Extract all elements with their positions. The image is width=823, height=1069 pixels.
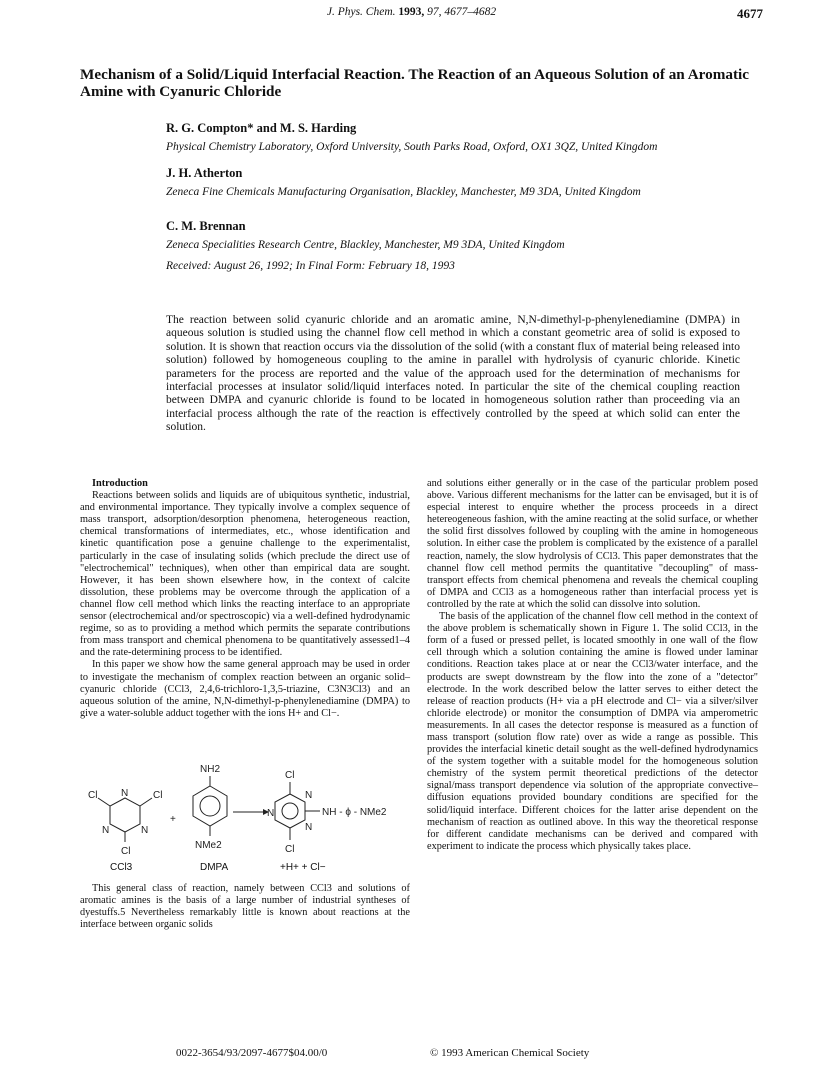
running-header bbox=[0, 6, 823, 18]
right-paragraph-2: The basis of the application of the channel flow cell method in the context of the above problem is schematically shown in Figure 1. The solid CCl3, in the form of a fused or pressed pellet, is located smoothly in one wall of the flow cell through which a solution containing the amine is flowed under laminar conditions. Reaction takes place at or near the CCl3/water interface, and the products are swept downstream by the flow into the zone of a "detector" electrode. In the work described below the latter serves to either detect the release of reaction products (H+ via a pH electrode and Cl− via a silver/silver chloride electrode) or monitor the consumption of DMPA via amperometric measurements. In all cases the detector response is measured as a function of mass transport (solution flow rate) over as wide a range as possible. This provides the interfacial kinetic detail sought as the well-defined hydrodynamics of the system together with a suitable model for the homogeneous solution chemistry of the system permit theoretical predictions of the detector signal/mass transport dependence via solution of the appropriate convective–diffusion equations provided boundary conditions are specified for the solid/liquid interface. Different choices for the latter arise dependent on the mechanism of reaction as outlined above. In this way the theoretical response for different candidate mechanisms can be derived and compared with experiment to indicate the process which physically takes place. bbox=[427, 611, 758, 852]
scheme-labels bbox=[80, 862, 410, 876]
intro-paragraph-2: In this paper we show how the same general approach may be used in order to investigate the mechanism of complex reaction between an organic solid–cyanuric chloride (CCl3, 2,4,6-trichloro-1,3,5-triazine, C3N3Cl3) and an aqueous solution of the amine, N,N-dimethyl-p-phenylenediamine (DMPA) to give a water-soluble adduct together with the ions H+ and Cl−. bbox=[80, 659, 410, 719]
left-column bbox=[80, 478, 410, 720]
right-column bbox=[427, 478, 758, 853]
cl-bottom: Cl bbox=[121, 846, 131, 857]
footer-code: 0022-3654/93/2097-4677$04.00/0 bbox=[176, 1047, 328, 1059]
nme2-label: NMe2 bbox=[195, 840, 222, 851]
label-ccl3: CCl3 bbox=[110, 862, 133, 873]
cl-top-right: Cl bbox=[153, 790, 163, 801]
reaction-scheme bbox=[80, 760, 410, 860]
journal-year: 1993, bbox=[398, 6, 425, 18]
product-substituent: NH - ϕ - NMe2 bbox=[322, 807, 387, 818]
label-dmpa: DMPA bbox=[200, 862, 229, 873]
abstract: The reaction between solid cyanuric chloride and an aromatic amine, N,N-dimethyl-p-phenylenediamine (DMPA) in aqueous solution is studied using the channel flow cell method in which a constant geometric area of solid is exposed to solution. It is shown that reaction occurs via the dissolution of the solid (with a constant flux of material being released into solution) followed by homogeneous coupling to the amine in parallel with hydrolysis of cyanuric chloride. Kinetic parameters for the process are reported and the value of the approach used for the determination of mechanisms for interfacial processes at insulator solid/liquid interfaces noted. In particular the site of the chemical coupling reaction between DMPA and cyanuric chloride is found to be located in homogeneous solution rather than proceeding via an interfacial process although the rate of the reaction is effectively controlled by the speed at which solid can enter the solution. bbox=[166, 314, 740, 434]
plus-sign: + bbox=[170, 814, 176, 825]
product-n-bottom: N bbox=[305, 822, 313, 833]
affiliation-1: Physical Chemistry Laboratory, Oxford University, South Parks Road, Oxford, OX1 3QZ, United Kingdom bbox=[166, 141, 658, 153]
journal-pages: 4677–4682 bbox=[444, 6, 497, 18]
benzene-ring bbox=[193, 786, 227, 826]
product-cl-bottom: Cl bbox=[285, 844, 295, 855]
affiliation-3: Zeneca Specialities Research Centre, Blackley, Manchester, M9 3DA, United Kingdom bbox=[166, 239, 565, 251]
footer-copyright: © 1993 American Chemical Society bbox=[430, 1047, 590, 1059]
product-ring bbox=[275, 794, 305, 828]
product-cl-top: Cl bbox=[285, 770, 295, 781]
author-group-1: R. G. Compton* and M. S. Harding bbox=[166, 121, 357, 135]
left-column-bottom bbox=[80, 883, 410, 931]
nh2-label: NH2 bbox=[200, 764, 221, 775]
journal-volume: 97, bbox=[427, 6, 442, 18]
intro-paragraph-1: Reactions between solids and liquids are of ubiquitous synthetic, industrial, and environmental importance. They typically involve a complex sequence of mass transport, adsorption/desorption phenomena, heterogeneous reaction, chemical transformations of intermediates, etc., whose identification and kinetic quantification pose a genuine challenge to the experimentalist, particularly in the case of insulating solids (which preclude the direct use of "electrochemical" techniques), when other than empirical data are sought. However, it has been shown elsewhere how, in the context of calcite dissolution, these problems may be overcome through the application of a channel flow cell method which links the reacting interface to an appropriate sensor (electrochemical and/or spectroscopic) via a well-defined hydrodynamic regime, so as to providing a method which permits the separate contributions from mass transport and chemical phenomena to be quantitatively assessed1–4 and the rate-determining process to be identified. bbox=[80, 490, 410, 659]
ring-n-1: N bbox=[121, 788, 129, 799]
ring-n-3: N bbox=[141, 825, 149, 836]
section-heading-introduction: Introduction bbox=[92, 478, 148, 489]
label-ions: +H+ + Cl− bbox=[280, 862, 326, 873]
right-paragraph-1: and solutions either generally or in the case of the particular problem posed above. Various different mechanisms for the latter can be envisaged, but it is of especial interest to enquire whether the process proceeds in a direct hetereogeneous fashion, with the amine reacting at the solid surface, or whether the solid first dissolves followed by coupling with the amine in homogeneous solution. In either case the problem is complicated by the existence of a parallel reaction, namely, the slow hydrolysis of CCl3. This paper demonstrates that the channel flow cell method permits the quantitative "decoupling" of mass-transport effects from chemical phenomena and reveals the chemical coupling of DMPA and CCl3 as a homogeneous rather than interfacial process yet is controlled by the rate at which the solid can dissolve into solution. bbox=[427, 478, 758, 610]
product-n-left: N bbox=[267, 808, 275, 819]
page-number: 4677 bbox=[737, 6, 763, 21]
product-n-top: N bbox=[305, 790, 313, 801]
paper-title: Mechanism of a Solid/Liquid Interfacial Reaction. The Reaction of an Aqueous Solution of an Aromatic Amine with Cyanuric Chloride bbox=[80, 66, 749, 100]
affiliation-2: Zeneca Fine Chemicals Manufacturing Organisation, Blackley, Manchester, M9 3DA, United Kingdom bbox=[166, 186, 641, 198]
cl-top-left: Cl bbox=[88, 790, 98, 801]
received-dates: Received: August 26, 1992; In Final Form: February 18, 1993 bbox=[166, 260, 455, 272]
ring-n-2: N bbox=[102, 825, 110, 836]
triazine-ring bbox=[110, 798, 140, 832]
author-group-3: C. M. Brennan bbox=[166, 219, 246, 233]
author-group-2: J. H. Atherton bbox=[166, 166, 243, 180]
journal-name: J. Phys. Chem. bbox=[326, 6, 396, 18]
intro-paragraph-3: This general class of reaction, namely between CCl3 and solutions of aromatic amines is the basis of a large number of industrial syntheses of dyestuffs.5 Nevertheless remarkably little is known about reactions at the interface between organic solids bbox=[80, 883, 410, 931]
